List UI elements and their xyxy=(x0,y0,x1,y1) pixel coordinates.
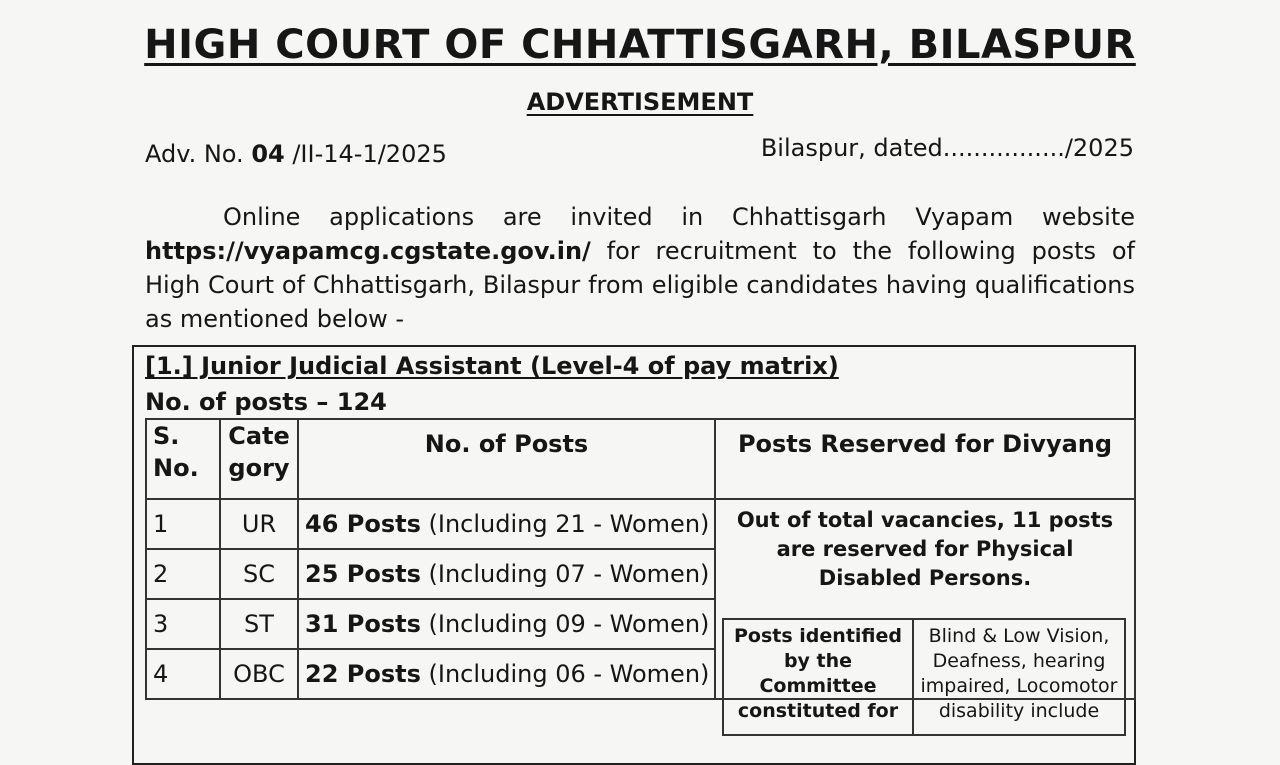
place-date: Bilaspur, dated................/2025 xyxy=(760,134,1134,162)
header-category: Cate gory xyxy=(220,419,298,499)
intro-paragraph: Online applications are invited in Chhattisgarh Vyapam website https://vyapamcg.cgstate.gov.in/ for recruitment to the following posts of High Court of Chhattisgarh, Bilaspur from eligible candidates having qualifications as mentioned below - xyxy=(145,203,1135,333)
header-sno: S. No. xyxy=(146,419,220,499)
vyapam-url[interactable]: https://vyapamcg.cgstate.gov.in/ xyxy=(145,237,591,265)
cell-posts: 25 Posts (Including 07 - Women) xyxy=(298,549,715,599)
header-no-of-posts: No. of Posts xyxy=(298,419,715,499)
advertisement-heading: ADVERTISEMENT xyxy=(526,88,754,116)
advertisement-number: Adv. No. 04 /II-14-1/2025 xyxy=(145,140,447,168)
divyang-cell xyxy=(715,499,1135,722)
court-title: HIGH COURT OF CHHATTISGARH, BILASPUR xyxy=(144,22,1136,68)
cell-sno: 1 xyxy=(146,499,220,549)
cell-posts: 46 Posts (Including 21 - Women) xyxy=(298,499,715,549)
cell-posts: 31 Posts (Including 09 - Women) xyxy=(298,599,715,649)
table-row xyxy=(146,499,1135,549)
cell-category: UR xyxy=(220,499,298,549)
cell-category: OBC xyxy=(220,649,298,699)
post-title: [1.] Junior Judicial Assistant (Level-4 of pay matrix) xyxy=(145,352,839,380)
identified-posts-label: Posts identified by the Committee constituted for xyxy=(723,619,913,735)
vacancy-table xyxy=(145,418,1136,722)
divyang-note: Out of total vacancies, 11 posts are reserved for Physical Disabled Persons. xyxy=(736,508,1114,590)
cell-category: SC xyxy=(220,549,298,599)
cell-sno: 2 xyxy=(146,549,220,599)
adv-number-value: 04 xyxy=(251,140,285,168)
header-divyang: Posts Reserved for Divyang xyxy=(715,419,1135,499)
table-header-row xyxy=(146,419,1135,499)
cell-sno: 4 xyxy=(146,649,220,699)
cell-posts: 22 Posts (Including 06 - Women) xyxy=(298,649,715,699)
cell-sno: 3 xyxy=(146,599,220,649)
post-count: No. of posts – 124 xyxy=(145,388,387,416)
disability-types: Blind & Low Vision, Deafness, hearing impaired, Locomotor disability include xyxy=(913,619,1125,735)
cell-category: ST xyxy=(220,599,298,649)
divyang-identification-table xyxy=(722,618,1126,736)
